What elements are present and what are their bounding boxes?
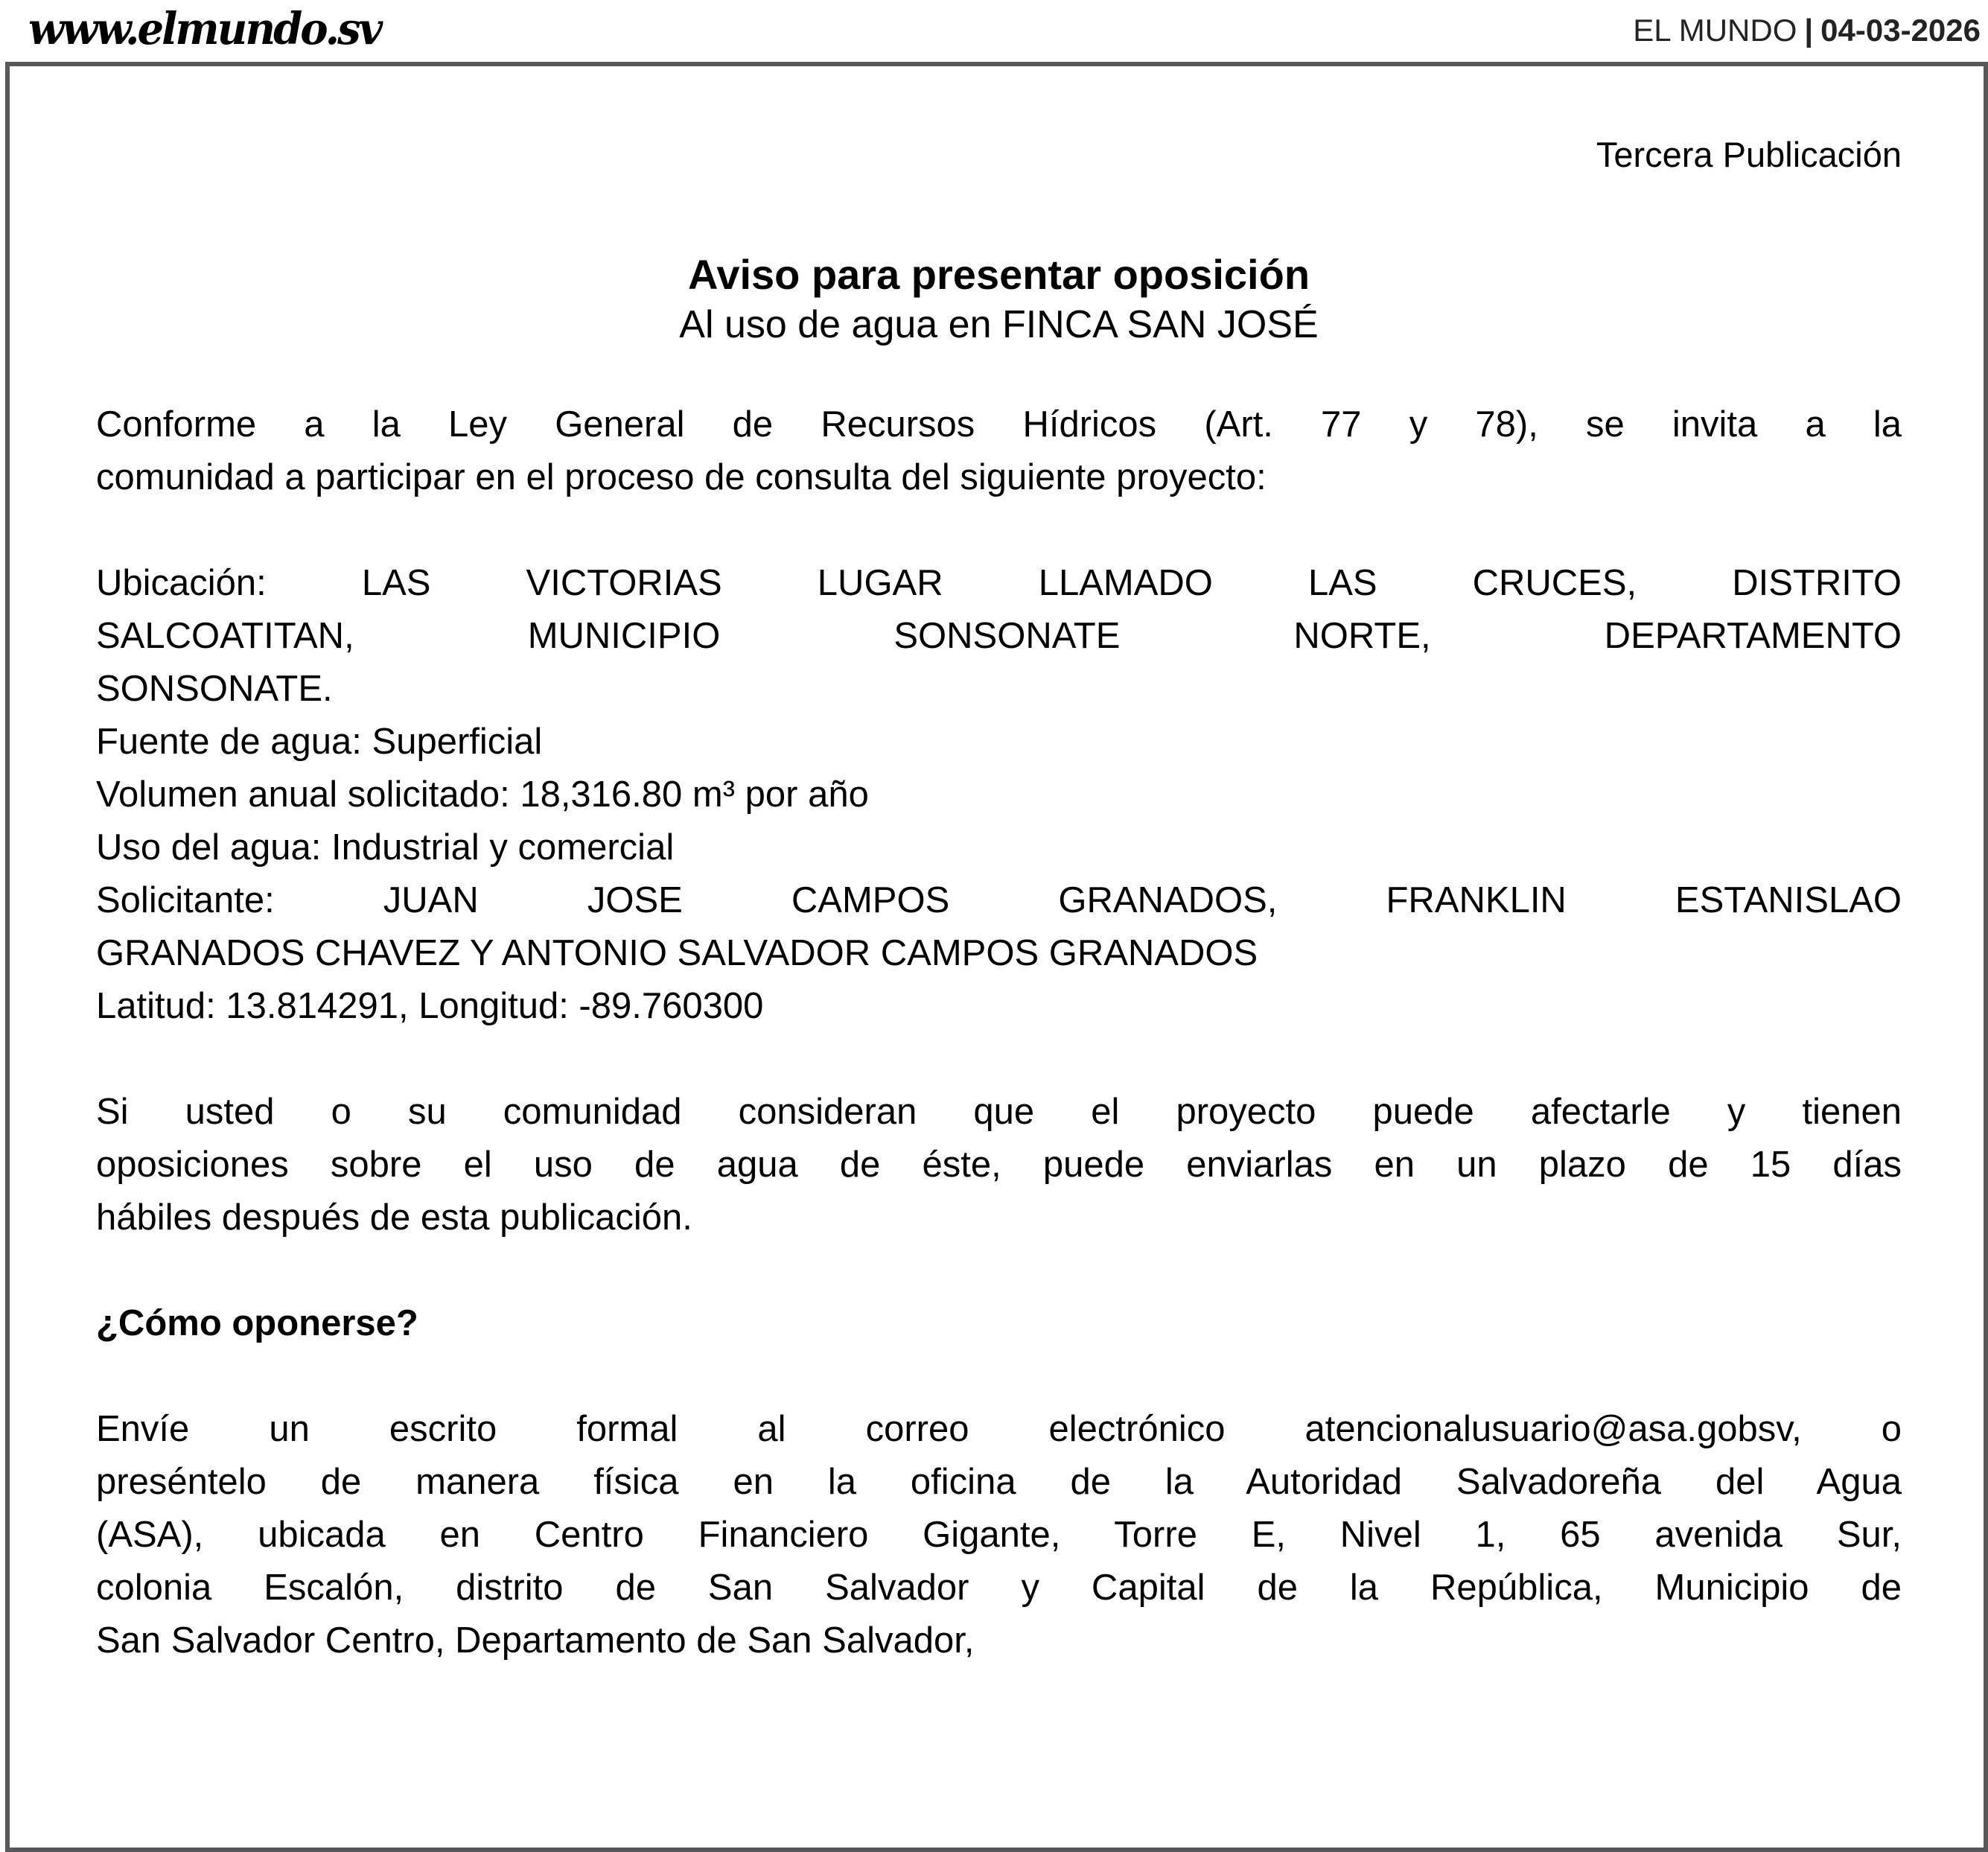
masthead <box>1633 13 1981 48</box>
publication-name: EL MUNDO <box>1633 12 1797 48</box>
notice-body <box>96 398 1902 1667</box>
paragraph-gap <box>96 504 1902 557</box>
notice-line: Volumen anual solicitado: 18,316.80 m³ por año <box>96 774 869 815</box>
notice-line: Ubicación: LAS VICTORIAS LUGAR LLAMADO LAS CRUCES, DISTRITO <box>96 563 1902 603</box>
notice-line: SALCOATITAN, MUNICIPIO SONSONATE NORTE, DEPARTAMENTO <box>96 616 1902 656</box>
notice-subtitle: Al uso de agua en FINCA SAN JOSÉ <box>679 303 1319 346</box>
notice-content <box>10 133 1984 1667</box>
notice-line: Fuente de agua: Superficial <box>96 722 543 762</box>
site-logo: www.elmundo.sv <box>28 2 381 55</box>
publication-number-label: Tercera Publicación <box>1596 135 1902 174</box>
notice-line: Uso del agua: Industrial y comercial <box>96 827 675 868</box>
paragraph-gap <box>96 1244 1902 1297</box>
notice-line: oposiciones sobre el uso de agua de éste, puede enviarlas en un plazo de 15 días <box>96 1145 1902 1185</box>
notice-title: Aviso para presentar oposición <box>687 251 1310 298</box>
notice-line: comunidad a participar en el proceso de consulta del siguiente proyecto: <box>96 457 1267 497</box>
notice-line: Envíe un escrito formal al correo electrónico atencionalusuario@asa.gobsv, o <box>96 1409 1902 1449</box>
paragraph-gap <box>96 1033 1902 1086</box>
masthead-separator: | <box>1804 12 1814 48</box>
notice-line: Si usted o su comunidad consideran que el proyecto puede afectarle y tienen <box>96 1092 1902 1132</box>
notice-line: Conforme a la Ley General de Recursos Hídricos (Art. 77 y 78), se invita a la <box>96 404 1902 445</box>
page-header <box>0 0 1988 62</box>
notice-box <box>5 62 1988 1852</box>
notice-line: (ASA), ubicada en Centro Financiero Gigante, Torre E, Nivel 1, 65 avenida Sur, <box>96 1515 1902 1555</box>
publication-date: 04-03-2026 <box>1820 12 1981 48</box>
notice-line: Solicitante: JUAN JOSE CAMPOS GRANADOS, FRANKLIN ESTANISLAO <box>96 880 1902 920</box>
section-heading: ¿Cómo oponerse? <box>96 1303 418 1343</box>
notice-line: hábiles después de esta publicación. <box>96 1197 692 1238</box>
notice-line: Latitud: 13.814291, Longitud: -89.760300 <box>96 986 764 1026</box>
paragraph-gap <box>96 1350 1902 1403</box>
notice-line: GRANADOS CHAVEZ Y ANTONIO SALVADOR CAMPOS GRANADOS <box>96 933 1258 973</box>
notice-line: San Salvador Centro, Departamento de San Salvador, <box>96 1620 975 1661</box>
notice-line: SONSONATE. <box>96 669 333 709</box>
notice-line: colonia Escalón, distrito de San Salvador y Capital de la República, Municipio de <box>96 1568 1902 1608</box>
notice-line: preséntelo de manera física en la oficina de la Autoridad Salvadoreña del Agua <box>96 1462 1902 1502</box>
